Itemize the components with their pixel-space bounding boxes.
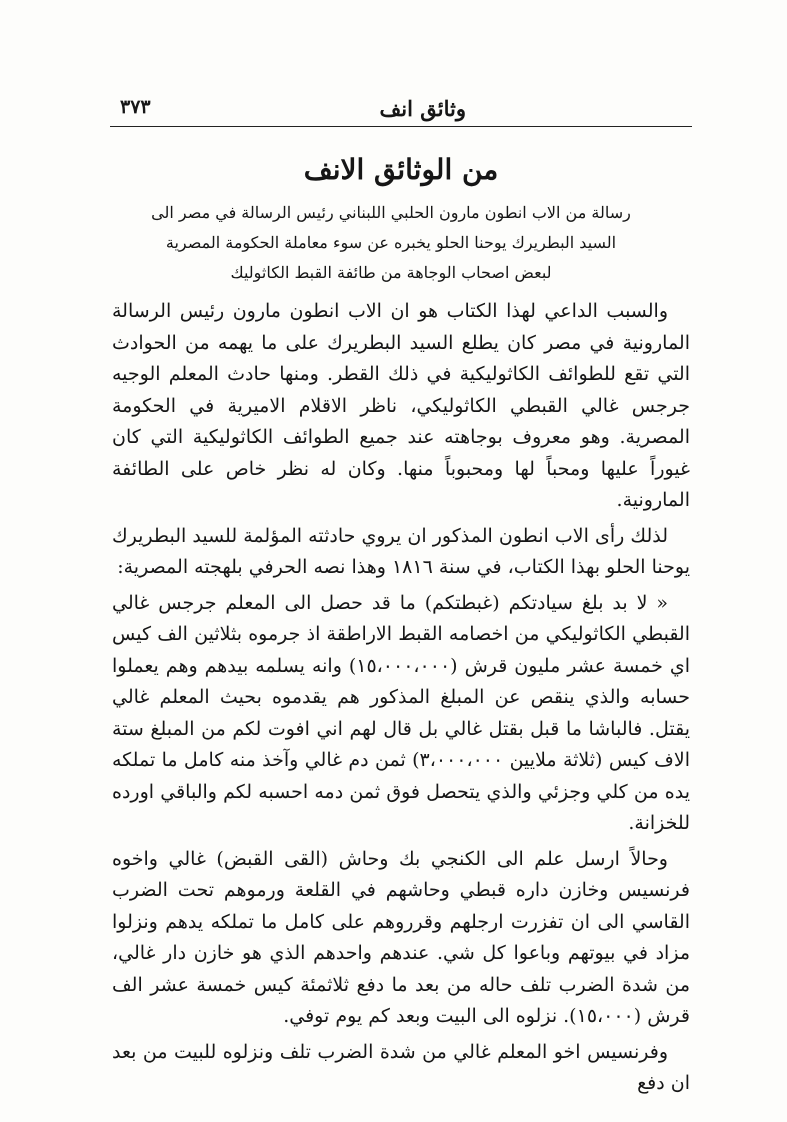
paragraph-4: وحالاً ارسل علم الى الكنجي بك وحاش (القى القبض) غالي واخوه فرنسيس وخازن داره قبطي وحاشهم في القلعة ورموهم تحت الضرب القاسي الى ان تفزرت ارجلهم وقرروهم على كامل ما تملكه يدهم ونزلوا مزاد في بيوتهم وباعوا كل شي. عندهم واحدهم الذي هو خازن دار غالي، من شدة الضرب تلف حاله من بعد ما دفع ثلاثمئة كيس خمسة عشر الف قرش (١٥،٠٠٠). نزلوه الى البيت وبعد كم يوم توفي. <box>112 847 690 1027</box>
document-title: من الوثائق الانف <box>303 153 499 186</box>
running-title: وثائق انف <box>379 96 466 121</box>
body-text <box>112 296 690 1104</box>
document-subtitle: رسالة من الاب انطون مارون الحلبي اللبناني رئيس الرسالة في مصر الى السيد البطريرك يوحنا الحلو يخبره عن سوء معاملة الحكومة المصرية لبعض اصحاب الوجاهة من طائفة القبط الكاثوليك <box>151 203 631 282</box>
header-rule <box>110 126 692 127</box>
paragraph-3-quote: « لا بد بلغ سيادتكم (غبطتكم) ما قد حصل الى المعلم جرجس غالي القبطي الكاثوليكي من اخصامه القبط الاراطقة اذ جرموه بثلاثين الف كيس اي خمسة عشر مليون قرش (١٥،٠٠٠،٠٠٠) وانه يسلمه بيدهم وهم يعملوا حسابه والذي ينقص عن المبلغ المذكور هم يقدموه بحيث المعلم غالي يقتل. فالباشا ما قبل بقتل غالي بل قال لهم اني افوت لكم من المبلغ ستة الاف كيس (ثلاثة ملايين ٣،٠٠٠،٠٠٠) ثمن دم غالي وآخذ منه كامل ما تملكه يده من كلي وجزئي والذي يتحصل فوق ثمن دمه احسبه لكم والباقي اورده للخزانة. <box>112 591 690 834</box>
paragraph-1: والسبب الداعي لهذا الكتاب هو ان الاب انطون مارون رئيس الرسالة المارونية في مصر كان يطلع السيد البطريرك على ما يهمه من الحوادث التي تقع للطوائف الكاثوليكية في ذلك القطر. ومنها حادث المعلم الوجيه جرجس غالي القبطي الكاثوليكي، ناظر الاقلام الاميرية في الحكومة المصرية. وهو معروف بوجاهته عند جميع الطوائف الكاثوليكية التي كان غيوراً عليها ومحباً لها ومحبوباً منها. وكان له نظر خاص على الطائفة المارونية. <box>112 300 690 511</box>
paragraph-2: لذلك رأى الاب انطون المذكور ان يروي حادثته المؤلمة للسيد البطريرك يوحنا الحلو بهذا الكتاب، في سنة ١٨١٦ وهذا نصه الحرفي بلهجته المصرية: <box>112 524 690 578</box>
page-header <box>110 94 692 124</box>
page-number: ٣٧٣ <box>120 96 151 118</box>
paragraph-5: وفرنسيس اخو المعلم غالي من شدة الضرب تلف ونزلوه للبيت من بعد ان دفع <box>112 1040 690 1094</box>
